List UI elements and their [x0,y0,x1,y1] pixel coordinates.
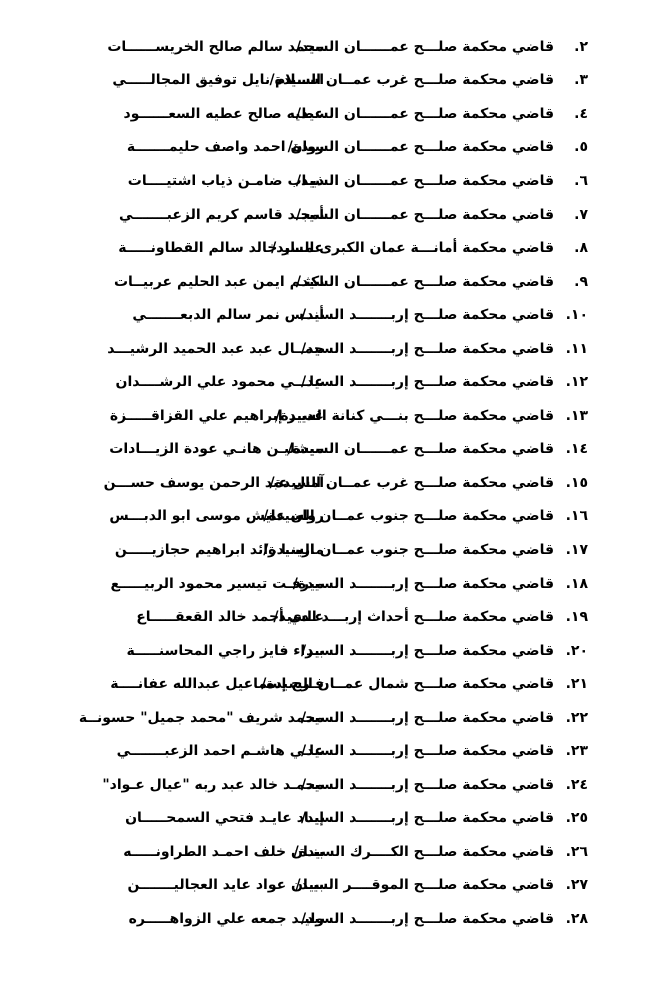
list-item [58,567,588,601]
judges-list [58,30,588,936]
court-title: قاضي محكمة صلـــح إربـــــــد السيد/ [301,810,554,827]
list-item [58,667,588,701]
item-number: ٦. [574,172,588,189]
item-number: ١٣. [565,407,588,424]
item-number: ٤. [574,105,588,122]
item-number: ٢٧. [565,877,588,894]
court-title: قاضي محكمة صلـــح غرب عمــان السيدة/ [269,72,554,89]
court-title: قاضي محكمة صلـــح إربـــــــد السيد/ [301,340,554,357]
judge-name: محمد سالم صالح الخريســــــات [107,38,324,55]
court-title: قاضي محكمة صلـــح أحداث إربـــد السيد/ [273,609,554,626]
judge-name: فـرح إسماعيل عبدالله عفانــــة [110,676,324,693]
item-number: ٢٤. [565,776,588,793]
list-item [58,198,588,232]
item-number: ١٦. [565,508,588,525]
judge-name: علـي هاشـم احمد الزعبـــــــي [116,743,324,760]
court-title: قاضي محكمة صلـــح عمــــــان السيد/ [295,105,554,122]
item-number: ٢. [574,38,588,55]
list-item [58,231,588,265]
item-number: ٢٦. [565,843,588,860]
court-title: قاضي محكمة صلـــح جنوب عمــان السيدة/ [263,541,554,558]
court-title: قاضي محكمة صلـــح إربـــــــد السيد/ [301,374,554,391]
list-item [58,802,588,836]
item-number: ١١. [565,340,588,357]
list-item [58,466,588,500]
court-title: قاضي محكمة صلـــح بنـــي كنانة السيدة/ [275,407,554,424]
list-item [58,97,588,131]
item-number: ١٩. [565,609,588,626]
item-number: ٢٢. [565,709,588,726]
item-number: ٢٠. [565,642,588,659]
judge-name: محمـد خالد عبد ربه "عيال عـواد" [102,776,324,793]
judge-name: عطيه صالح عطيه السعــــــود [123,105,324,122]
list-item [58,30,588,64]
judge-name: ذيـاب ضامـن ذياب اشتيــــات [127,172,324,189]
judge-name: بنـان خلف احمـد الطراونـــــه [123,843,324,860]
item-number: ٣. [574,72,588,89]
list-item [58,298,588,332]
court-title: قاضي محكمة صلـــح عمــــــان السيد/ [295,206,554,223]
item-number: ١٤. [565,441,588,458]
court-title: قاضي محكمة صلـــح إربـــــــد السيد/ [301,642,554,659]
item-number: ١٧. [565,541,588,558]
court-title: قاضي محكمة صلـــح إربـــــــد السيدة/ [292,575,554,592]
court-title: قاضي محكمة صلـــح عمــــــان السيد/ [295,38,554,55]
court-title: قاضي محكمة أمانـــة عمان الكبرى السيد/ [271,240,554,257]
judge-name: روان عايش موسى ابو الدبـــس [109,508,324,525]
court-title: قاضي محكمة صلـــح جنوب عمــان السيدة/ [263,508,554,525]
judge-name: ميشليـن هانـي عودة الزيـــادات [109,441,324,458]
judge-name: إيـاد عايـد فتحي السمحـــــان [125,810,324,827]
item-number: ١٨. [565,575,588,592]
list-item [58,869,588,903]
list-item [58,902,588,936]
list-item [58,399,588,433]
judge-name: بيـان عواد عايد العجاليـــــــن [127,877,324,894]
judge-name: ميرفـت تيسير محمود الربيـــــع [110,575,324,592]
list-item [58,734,588,768]
judge-name: غديـر إبراهيم علي القزاقـــــزة [109,407,324,424]
list-item [58,634,588,668]
item-number: ٧. [574,206,588,223]
court-title: قاضي محكمة صلـــح إربـــــــد السيد/ [301,910,554,927]
judge-name: آمال عبد الرحمن يوسف حســـن [103,474,324,491]
judge-name: روان احمد واصف حليمـــــــة [126,139,324,156]
item-number: ٥. [574,139,588,156]
court-title: قاضي محكمة صلـــح عمــــــان السيد/ [295,172,554,189]
court-title: قاضي محكمة صلـــح عمــــــان السيدة/ [287,441,554,458]
judge-name: جمــال عبد عبد الحميد الرشيـــد [107,340,324,357]
judge-name: اكثـم ايمن عبد الحليم عربيــات [113,273,324,290]
list-item [58,600,588,634]
list-item [58,835,588,869]
court-title: قاضي محكمة صلـــح الموقــــر السيد/ [295,877,554,894]
judge-name: أمجـد قاسم كريم الزعبـــــــي [118,206,324,223]
list-item [58,64,588,98]
list-item [58,433,588,467]
item-number: ١٢. [565,374,588,391]
judge-name: اســلام نايل توفيق المجالـــــي [112,72,324,89]
list-item [58,768,588,802]
item-number: ٢٣. [565,743,588,760]
list-item [58,533,588,567]
item-number: ٢٨. [565,910,588,927]
item-number: ٩. [574,273,588,290]
court-title: قاضي محكمة صلـــح عمــــــان السيد/ [295,273,554,290]
court-title: قاضي محكمة صلـــح عمــــــان السيدة/ [287,139,554,156]
judge-name: علـــي محمود علي الرشــــدان [115,374,324,391]
court-title: قاضي محكمة صلـــح إربـــــــد السيد/ [301,776,554,793]
list-item [58,265,588,299]
list-item [58,365,588,399]
court-title: قاضي محكمة صلـــح شمال عمــان السيدة/ [261,676,554,693]
judge-name: عـدي أحمد خالد القعقـــــاع [136,609,324,626]
court-title: قاضي محكمة صلـــح الكــــرك السيدة/ [293,843,554,860]
judge-name: بـراء فايز راجي المحاسنـــــة [126,642,324,659]
judge-name: مارينـا رائد ابراهيم حجازيـــــن [114,541,324,558]
item-number: ١٠. [565,307,588,324]
list-item [58,500,588,534]
court-title: قاضي محكمة صلـــح غرب عمــان السيدة/ [269,474,554,491]
judge-name: محمد شريف "محمد جميل" حسونــة [78,709,324,726]
item-number: ٢٥. [565,810,588,827]
item-number: ٨. [574,240,588,257]
judge-name: وليـد جمعه علي الزواهـــــره [128,910,324,927]
list-item [58,701,588,735]
list-item [58,332,588,366]
item-number: ١٥. [565,474,588,491]
list-item [58,131,588,165]
court-title: قاضي محكمة صلـــح إربـــــــد السيد/ [301,709,554,726]
court-title: قاضي محكمة صلـــح إربـــــــد السيد/ [301,743,554,760]
court-title: قاضي محكمة صلـــح إربـــــــد السيد/ [301,307,554,324]
judge-name: عمــار خالد سالم القطاونـــــة [118,240,324,257]
judge-name: أنــس نمر سالم الدبعـــــــي [132,307,324,324]
list-item [58,164,588,198]
item-number: ٢١. [565,676,588,693]
